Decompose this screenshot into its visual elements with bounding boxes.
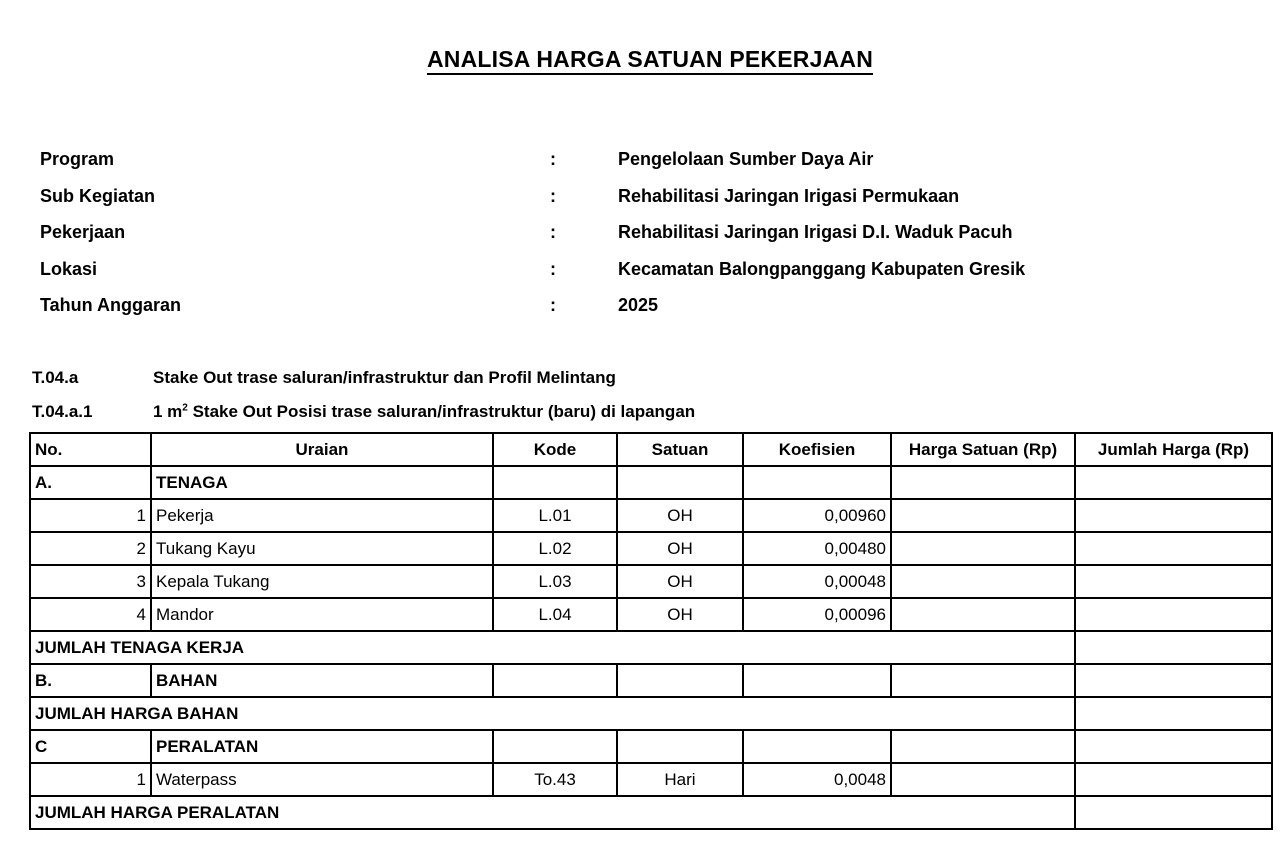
section-no: A. — [30, 466, 151, 499]
row-jumlah-harga — [1075, 763, 1272, 796]
info-colon: : — [550, 295, 556, 315]
row-harga-satuan — [891, 532, 1075, 565]
section-name: TENAGA — [151, 466, 493, 499]
empty-cell — [493, 466, 617, 499]
info-value: Pengelolaan Sumber Daya Air — [618, 149, 874, 169]
empty-cell — [493, 664, 617, 697]
row-no: 4 — [30, 598, 151, 631]
table-row — [30, 565, 1272, 598]
work-item-code: T.04.a — [32, 368, 79, 387]
empty-cell — [743, 730, 891, 763]
empty-cell — [743, 664, 891, 697]
info-colon: : — [550, 185, 556, 206]
header-jumlah-harga: Jumlah Harga (Rp) — [1075, 433, 1272, 466]
section-name: BAHAN — [151, 664, 493, 697]
info-colon: : — [550, 222, 556, 242]
row-no: 2 — [30, 532, 151, 565]
row-satuan: OH — [617, 532, 743, 565]
row-koefisien: 0,00960 — [743, 499, 891, 532]
empty-cell — [617, 730, 743, 763]
table-row — [30, 532, 1272, 565]
table-row — [30, 499, 1272, 532]
header-harga-satuan: Harga Satuan (Rp) — [891, 433, 1075, 466]
section-no: B. — [30, 664, 151, 697]
row-uraian: Tukang Kayu — [151, 532, 493, 565]
sub-item-unit-superscript: 2 — [182, 402, 188, 414]
total-value — [1075, 697, 1272, 730]
sub-item-line — [32, 402, 695, 422]
row-kode: L.02 — [493, 532, 617, 565]
row-kode: L.01 — [493, 499, 617, 532]
info-label: Tahun Anggaran — [40, 295, 181, 315]
row-satuan: Hari — [617, 763, 743, 796]
row-uraian: Pekerja — [151, 499, 493, 532]
info-colon: : — [550, 149, 556, 169]
total-label: JUMLAH TENAGA KERJA — [30, 631, 1075, 664]
empty-cell — [1075, 664, 1272, 697]
total-value — [1075, 796, 1272, 829]
row-harga-satuan — [891, 499, 1075, 532]
row-jumlah-harga — [1075, 532, 1272, 565]
row-koefisien: 0,00096 — [743, 598, 891, 631]
total-row-peralatan — [30, 796, 1272, 829]
section-name: PERALATAN — [151, 730, 493, 763]
row-koefisien: 0,00048 — [743, 565, 891, 598]
empty-cell — [1075, 466, 1272, 499]
row-no: 3 — [30, 565, 151, 598]
section-no: C — [30, 730, 151, 763]
empty-cell — [617, 664, 743, 697]
sub-item-code: T.04.a.1 — [32, 402, 93, 421]
info-value: Kecamatan Balongpanggang Kabupaten Gresik — [618, 258, 1026, 279]
empty-cell — [493, 730, 617, 763]
total-label: JUMLAH HARGA PERALATAN — [30, 796, 1075, 829]
total-row-bahan — [30, 697, 1272, 730]
empty-cell — [743, 466, 891, 499]
empty-cell — [1075, 730, 1272, 763]
table-header-row — [30, 433, 1272, 466]
section-row-bahan — [30, 664, 1272, 697]
header-uraian: Uraian — [151, 433, 493, 466]
sub-item-unit: 1 m — [153, 402, 183, 421]
total-value — [1075, 631, 1272, 664]
row-harga-satuan — [891, 763, 1075, 796]
row-kode: L.03 — [493, 565, 617, 598]
header-no: No. — [30, 433, 151, 466]
table-row — [30, 598, 1272, 631]
row-satuan: OH — [617, 565, 743, 598]
row-koefisien: 0,00480 — [743, 532, 891, 565]
empty-cell — [891, 664, 1075, 697]
info-label: Lokasi — [40, 258, 98, 279]
info-value: 2025 — [618, 295, 659, 315]
info-colon: : — [550, 258, 556, 279]
info-label: Pekerjaan — [40, 222, 126, 242]
section-row-tenaga — [30, 466, 1272, 499]
row-satuan: OH — [617, 598, 743, 631]
document-title-text: ANALISA HARGA SATUAN PEKERJAAN — [427, 46, 873, 75]
row-harga-satuan — [891, 598, 1075, 631]
info-label: Sub Kegiatan — [40, 185, 156, 206]
total-label: JUMLAH HARGA BAHAN — [30, 697, 1075, 730]
analysis-table — [29, 432, 1273, 830]
header-koefisien: Koefisien — [743, 433, 891, 466]
document-title — [0, 46, 1280, 73]
table-row — [30, 763, 1272, 796]
row-uraian: Mandor — [151, 598, 493, 631]
row-no: 1 — [30, 499, 151, 532]
info-label: Program — [40, 149, 115, 169]
work-item-line — [32, 368, 616, 388]
row-no: 1 — [30, 763, 151, 796]
row-kode: To.43 — [493, 763, 617, 796]
row-uraian: Waterpass — [151, 763, 493, 796]
header-kode: Kode — [493, 433, 617, 466]
work-item-description: Stake Out trase saluran/infrastruktur dan Profil Melintang — [153, 368, 616, 387]
row-satuan: OH — [617, 499, 743, 532]
row-uraian: Kepala Tukang — [151, 565, 493, 598]
row-harga-satuan — [891, 565, 1075, 598]
total-row-tenaga — [30, 631, 1272, 664]
row-jumlah-harga — [1075, 499, 1272, 532]
row-koefisien: 0,0048 — [743, 763, 891, 796]
info-value: Rehabilitasi Jaringan Irigasi Permukaan — [618, 185, 960, 206]
empty-cell — [617, 466, 743, 499]
sub-item-description: Stake Out Posisi trase saluran/infrastruktur (baru) di lapangan — [187, 402, 696, 421]
empty-cell — [891, 466, 1075, 499]
header-satuan: Satuan — [617, 433, 743, 466]
row-jumlah-harga — [1075, 598, 1272, 631]
empty-cell — [891, 730, 1075, 763]
section-row-peralatan — [30, 730, 1272, 763]
row-kode: L.04 — [493, 598, 617, 631]
row-jumlah-harga — [1075, 565, 1272, 598]
info-value: Rehabilitasi Jaringan Irigasi D.I. Waduk Pacuh — [618, 222, 1013, 242]
